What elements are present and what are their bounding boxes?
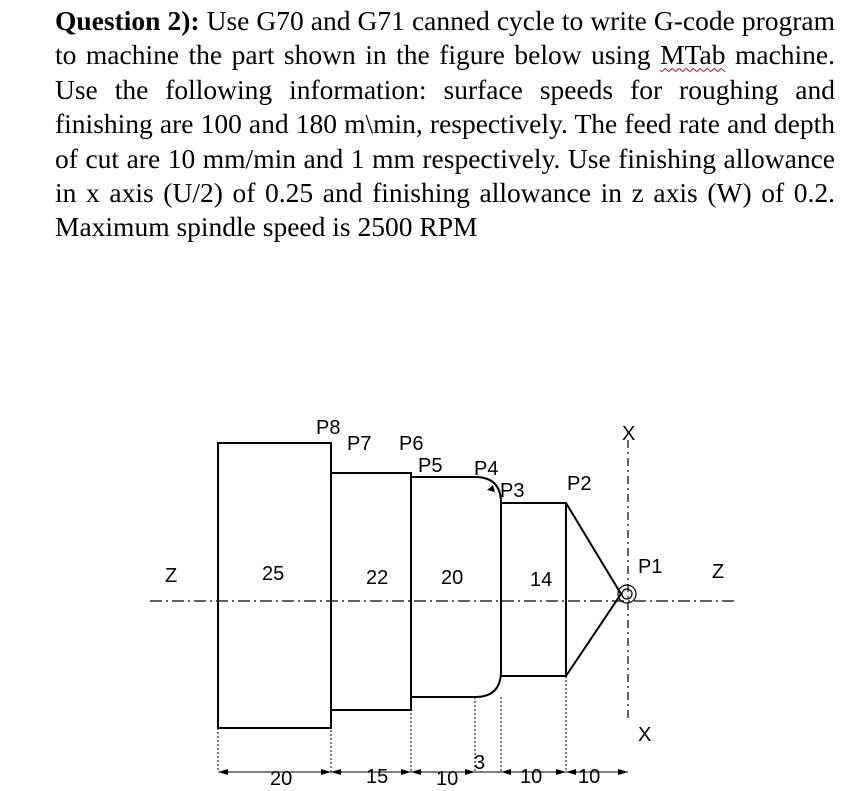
axis-z-right: Z [712, 561, 725, 583]
axis-z-left: Z [165, 565, 178, 587]
origin-marker-inner [622, 589, 632, 599]
question-body-start: Use G70 and G71 canned cycle to write G-code program to machine the part shown in the figure below using [55, 5, 835, 71]
length-3: 3 [474, 752, 486, 774]
label-d14: 14 [530, 569, 553, 591]
section-d25 [218, 443, 331, 728]
axis-x-bottom: X [638, 724, 652, 746]
label-p5: P5 [418, 455, 443, 477]
axis-x-top: X [622, 423, 636, 445]
question-label: Question 2): [55, 5, 200, 36]
machine-name: MTab [660, 39, 726, 71]
section-cone [566, 503, 621, 676]
length-10b: 10 [520, 766, 543, 788]
p3-leader-arrow [487, 485, 495, 492]
label-d20: 20 [441, 567, 464, 589]
label-p1: P1 [638, 556, 663, 578]
length-15: 15 [366, 766, 389, 788]
length-10a: 10 [436, 768, 459, 790]
section-d22 [331, 473, 411, 710]
label-d22: 22 [366, 567, 389, 589]
label-p6: P6 [399, 433, 424, 455]
label-p2: P2 [567, 473, 592, 495]
label-p4: P4 [474, 458, 499, 480]
label-d25: 25 [262, 563, 285, 585]
question-body-end: machine. Use the following information: surface speeds for roughing and finishing are 100 and 180 m\min, respectively. The feed rate and depth of cut are 10 mm/min and 1 mm respectively. Use finishing allowance in x axis (U/2) of 0.25 and finishing allowance in z axis (W) of 0.2. Maximum spindle speed is 2500 RPM [55, 39, 835, 243]
length-20: 20 [270, 768, 293, 790]
label-p3: P3 [500, 480, 525, 502]
label-p7: P7 [347, 433, 372, 455]
length-10c: 10 [578, 766, 601, 788]
label-p8: P8 [316, 417, 341, 439]
